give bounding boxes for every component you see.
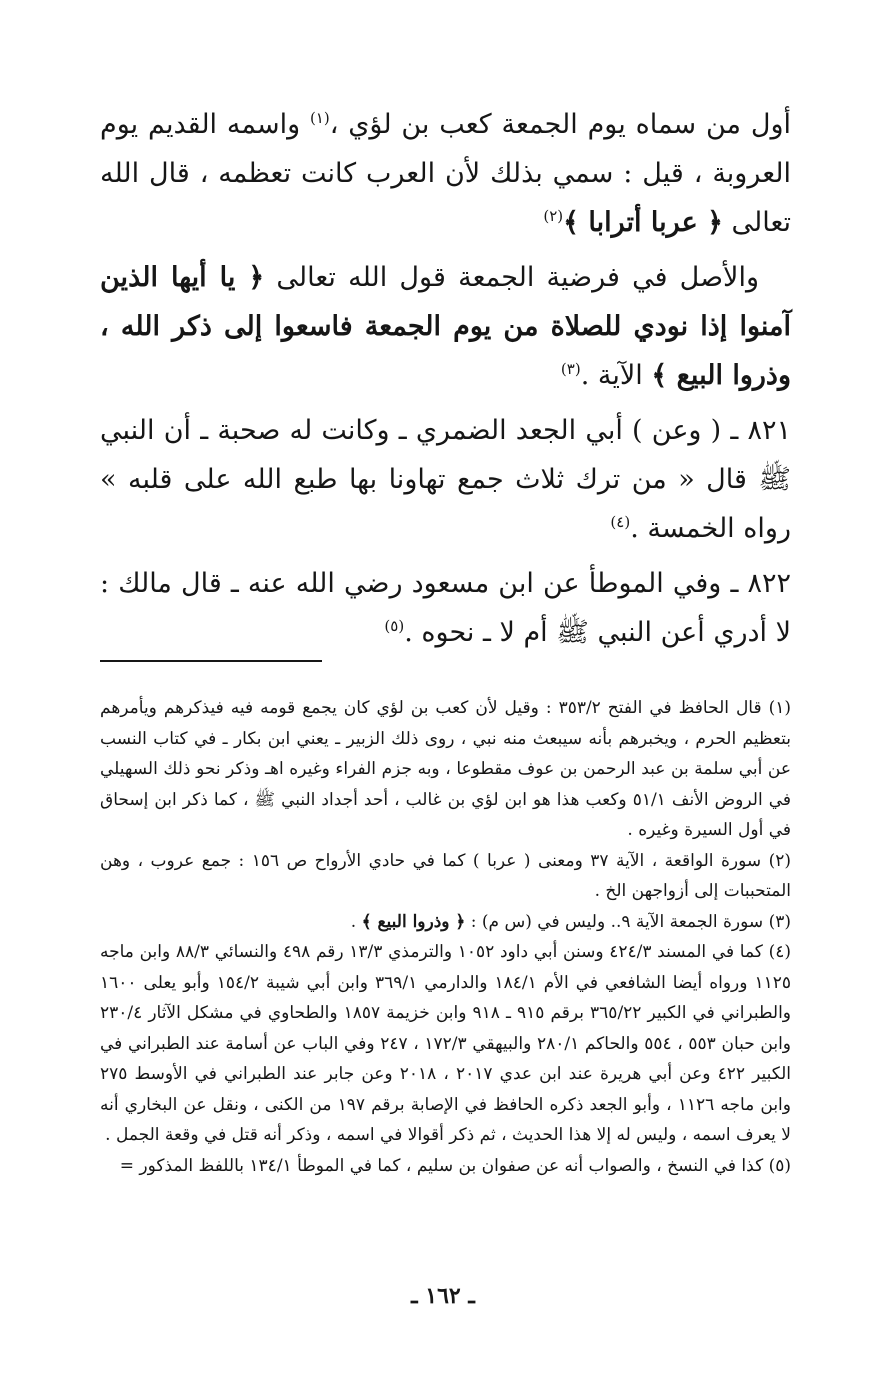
paragraph-2-text-a: والأصل في فرضية الجمعة قول الله تعالى — [264, 262, 759, 293]
footnote-1: (١) قال الحافظ في الفتح ٣٥٣/٢ : وقيل لأن كعب بن لؤي كان يجمع قومه فيه فيذكرهم ويأمرهم بتعظيم الحرم ، ويخبرهم بأنه سيبعث منه نبي ، روى ذلك الزبير ـ يعني ابن بكار ـ في كتاب النسب عن أبي سلمة بن عبد الرحمن بن عوف مقطوعا ، وبه جزم الفراء وغيره اهـ وذكر نحو ذلك السهيلي في الروض الأنف ٥١/١ وكعب هذا هو ابن لؤي بن غالب ، أحد أجداد النبي ﷺ ، كما ذكر ابن إسحاق في أول السيرة وغيره . — [100, 698, 792, 840]
footnote-ref-5: (٥) — [384, 617, 405, 635]
footnote-2: (٢) سورة الواقعة ، الآية ٣٧ ومعنى ( عربا ) كما في حادي الأرواح ص ١٥٦ : جمع عروب ، وهن المتحببات إلى أزواجهن الخ . — [100, 850, 791, 901]
hadith-number: ٨٢٢ ـ — [721, 568, 791, 599]
hadith-text: وفي الموطأ عن ابن مسعود رضي الله عنه ـ قال مالك : لا أدري أعن النبي ﷺ أم لا ـ نحوه . — [100, 568, 791, 648]
footnote-ref-4: (٤) — [610, 513, 631, 531]
hadith-822 — [100, 559, 791, 657]
footnote-divider — [100, 660, 322, 662]
quran-quote: ﴿ يا أيها الذين آمنوا إذا نودي للصلاة من يوم الجمعة فاسعوا إلى ذكر الله ، وذروا البيع ﴾ — [100, 262, 791, 391]
paragraph-2-text-b: الآية . — [580, 360, 652, 391]
footnote-ref-3: (٣) — [560, 360, 581, 378]
footnote-ref-2: (٢) — [543, 207, 564, 225]
footnote-3 — [100, 907, 791, 938]
quran-quote: ﴿ عربا أترابا ﴾ — [563, 207, 723, 238]
footnote-ref-1: (١) — [309, 109, 330, 127]
footnotes — [100, 693, 791, 1181]
hadith-821 — [100, 406, 791, 553]
paragraph-1-text-b: واسمه القديم يوم العروبة ، قيل : سمي بذلك لأن العرب كانت تعظمه ، قال الله تعالى — [100, 109, 791, 238]
quran-quote: ﴿ وذروا البيع ﴾ — [361, 911, 466, 932]
footnote-4: (٤) كما في المسند ٤٢٤/٣ وسنن أبي داود ١٠٥٢ والترمذي ١٣/٣ رقم ٤٩٨ والنسائي ٨٨/٣ وابن ماجه ١١٢٥ ورواه أيضا الشافعي في الأم ١٨٤/١ والدارمي ٣٦٩/١ وابن أبي شيبة ١٥٤/٢ وأبو يعلى ١٦٠٠ والطبراني في الكبير ٣٦٥/٢٢ برقم ٩١٥ ـ ٩١٨ وابن خزيمة ١٨٥٧ والطحاوي في مشكل الآثار ٢٣٠/٤ وابن حبان ٥٥٣ ، ٥٥٤ والحاكم ٢٨٠/١ والبيهقي ١٧٢/٣ ، ٢٤٧ وفي الباب عن أسامة عند الطبراني في الكبير ٤٢٢ وعن أبي هريرة عند ابن عدي ٢٠١٧ ، ٢٠١٨ وعن جابر عند الطبراني في الأوسط ٢٧٥ وابن ماجه ١١٢٦ ، وأبو الجعد ذكره الحافظ في الإصابة برقم ١٩٧ من الكنى ، ونقل عن البخاري أنه لا يعرف اسمه ، وليس له إلا هذا الحديث ، ثم ذكر أقوالا في اسمه ، وذكر أنه قتل في وقعة الجمل . — [100, 942, 792, 1145]
paragraph-1 — [100, 100, 791, 247]
paragraph-2 — [100, 253, 791, 400]
hadith-text: ( وعن ) أبي الجعد الضمري ـ وكانت له صحبة ـ أن النبي ﷺ قال « من ترك ثلاث جمع تهاونا بها طبع الله على قلبه » رواه الخمسة . — [100, 415, 791, 544]
page-number: ـ ١٦٢ ـ — [411, 1283, 475, 1309]
footnote-3-end: . — [350, 911, 362, 932]
footnote-5: (٥) كذا في النسخ ، والصواب أنه عن صفوان بن سليم ، كما في الموطأ ١٣٤/١ باللفظ المذكور = — [119, 1155, 791, 1176]
footnote-3-text: (٣) سورة الجمعة الآية ٩.. وليس في (س م) : — [465, 911, 791, 932]
hadith-number: ٨٢١ ـ — [721, 415, 792, 446]
paragraph-1-text-a: أول من سماه يوم الجمعة كعب بن لؤي ، — [329, 109, 791, 140]
main-text — [100, 100, 791, 663]
